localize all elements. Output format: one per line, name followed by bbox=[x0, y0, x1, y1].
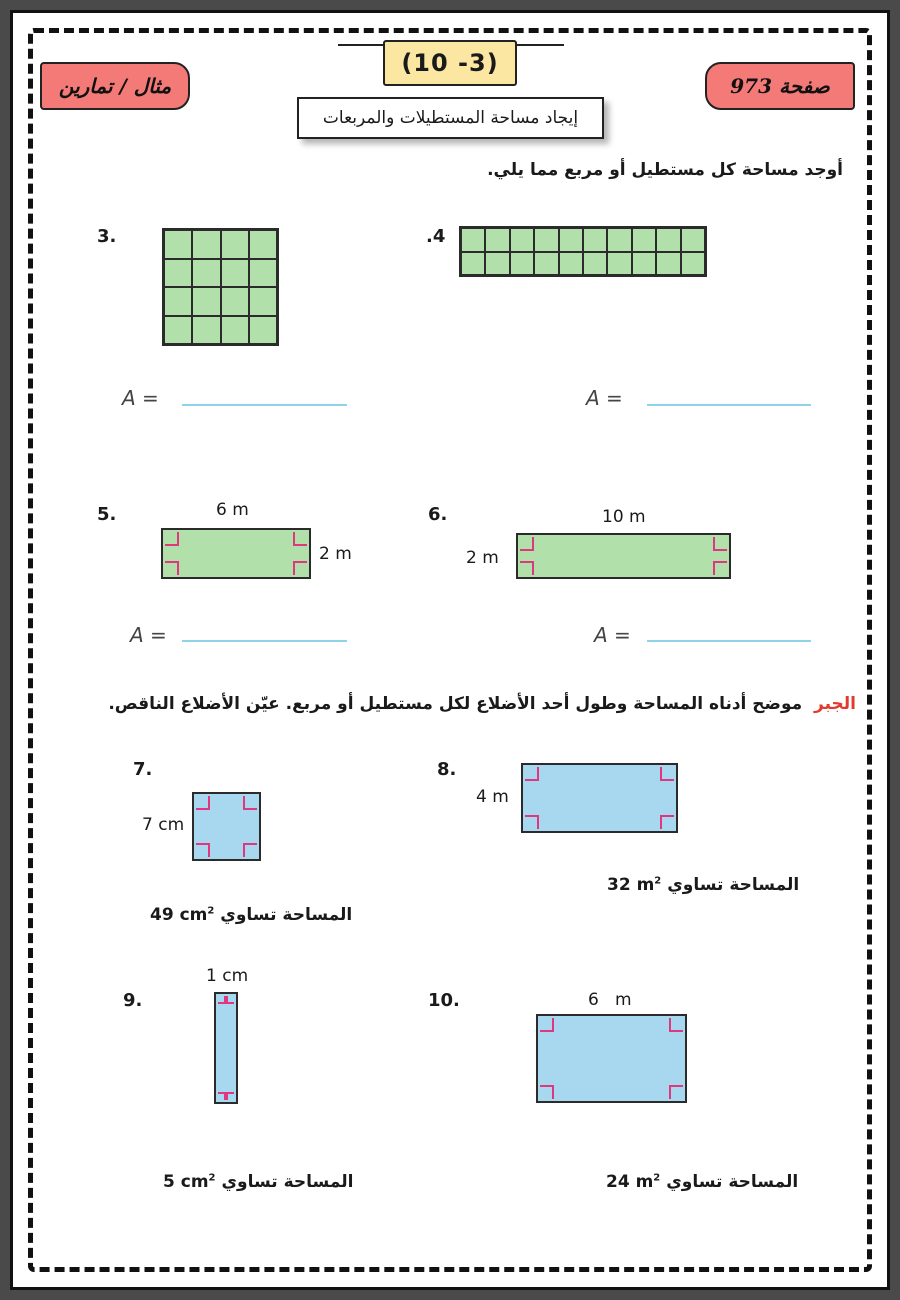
right-angle-mark bbox=[165, 561, 179, 575]
right-angle-mark bbox=[669, 1018, 683, 1032]
grid-cell bbox=[510, 228, 534, 252]
right-angle-mark bbox=[520, 561, 534, 575]
grid-cell bbox=[681, 252, 705, 276]
example-exercises-tag-text: مثال / تمارين bbox=[58, 74, 172, 98]
grid-cell bbox=[656, 228, 680, 252]
right-angle-mark bbox=[243, 843, 257, 857]
problem-8-area bbox=[607, 875, 799, 895]
problem-5-answer-line[interactable] bbox=[182, 640, 347, 642]
right-angle-mark bbox=[218, 1092, 226, 1100]
right-angle-mark bbox=[540, 1018, 554, 1032]
problem-3-number: 3. bbox=[97, 226, 117, 247]
problem-6-number: 6. bbox=[428, 504, 448, 525]
problem-6-answer-line[interactable] bbox=[647, 640, 811, 642]
grid-cell bbox=[249, 230, 277, 259]
problem-5-area-label: A = bbox=[130, 623, 167, 647]
lesson-title-text: إيجاد مساحة المستطيلات والمربعات bbox=[322, 108, 579, 128]
grid-cell bbox=[656, 252, 680, 276]
problem-6-rectangle bbox=[516, 533, 731, 579]
grid-cell bbox=[583, 228, 607, 252]
area-prefix: المساحة تساوي bbox=[666, 1172, 799, 1192]
algebra-label: الجبر bbox=[814, 694, 856, 714]
grid-cell bbox=[534, 252, 558, 276]
page-number-tag bbox=[705, 62, 855, 110]
grid-cell bbox=[192, 287, 220, 316]
grid-cell bbox=[607, 252, 631, 276]
grid-cell bbox=[485, 252, 509, 276]
grid-cell bbox=[192, 230, 220, 259]
right-angle-mark bbox=[713, 537, 727, 551]
problem-10-rectangle bbox=[536, 1014, 687, 1103]
problem-9-area bbox=[163, 1172, 353, 1192]
problem-8-area-value: 32 m bbox=[607, 875, 655, 895]
problem-5-rectangle bbox=[161, 528, 311, 579]
right-angle-mark bbox=[540, 1085, 554, 1099]
problem-7-number: 7. bbox=[133, 759, 153, 780]
problem-7-area bbox=[150, 905, 352, 925]
grid-cell bbox=[510, 252, 534, 276]
grid-cell bbox=[607, 228, 631, 252]
problem-5-length: 6 m bbox=[216, 500, 249, 520]
page-number-tag-text: صفحة 973 bbox=[730, 74, 830, 98]
problem-6-width: 2 m bbox=[466, 548, 499, 568]
right-angle-mark bbox=[196, 843, 210, 857]
grid-cell bbox=[221, 316, 249, 345]
right-angle-mark bbox=[713, 561, 727, 575]
grid-cell bbox=[632, 228, 656, 252]
area-exponent: 2 bbox=[207, 905, 215, 917]
grid-cell bbox=[249, 287, 277, 316]
grid-cell bbox=[249, 316, 277, 345]
right-angle-mark bbox=[293, 532, 307, 546]
right-angle-mark bbox=[243, 796, 257, 810]
right-angle-mark bbox=[520, 537, 534, 551]
lesson-number bbox=[383, 40, 517, 86]
grid-cell bbox=[461, 228, 485, 252]
problem-3-answer-line[interactable] bbox=[182, 404, 347, 406]
grid-cell bbox=[221, 230, 249, 259]
grid-cell bbox=[485, 228, 509, 252]
right-angle-mark bbox=[293, 561, 307, 575]
right-angle-mark bbox=[196, 796, 210, 810]
right-angle-mark bbox=[218, 996, 226, 1004]
problem-10-area-value: 24 m bbox=[606, 1172, 654, 1192]
problem-9-side: 1 cm bbox=[206, 966, 249, 986]
problem-7-side: 7 cm bbox=[142, 815, 185, 835]
right-angle-mark bbox=[525, 767, 539, 781]
grid-cell bbox=[249, 259, 277, 288]
problem-9-area-value: 5 cm bbox=[163, 1172, 209, 1192]
problem-6-area-label: A = bbox=[594, 623, 631, 647]
grid-cell bbox=[461, 252, 485, 276]
problem-8-side: 4 m bbox=[476, 787, 509, 807]
grid-cell bbox=[221, 259, 249, 288]
problem-3-grid bbox=[162, 228, 279, 346]
problem-4-number: .4 bbox=[426, 226, 446, 247]
dashed-border bbox=[28, 28, 872, 1272]
problem-7-area-value: 49 cm bbox=[150, 905, 208, 925]
grid-cell bbox=[681, 228, 705, 252]
grid-cell bbox=[164, 316, 192, 345]
area-prefix: المساحة تساوي bbox=[221, 1172, 354, 1192]
area-prefix: المساحة تساوي bbox=[667, 875, 800, 895]
problem-9-rectangle bbox=[214, 992, 238, 1104]
grid-cell bbox=[534, 228, 558, 252]
section2-instruction bbox=[108, 694, 856, 714]
grid-cell bbox=[559, 228, 583, 252]
grid-cell bbox=[164, 287, 192, 316]
problem-8-number: 8. bbox=[437, 759, 457, 780]
problem-10-area bbox=[606, 1172, 798, 1192]
right-angle-mark bbox=[669, 1085, 683, 1099]
grid-cell bbox=[164, 230, 192, 259]
right-angle-mark bbox=[660, 767, 674, 781]
lesson-number-text: (10 -3) bbox=[401, 49, 499, 77]
problem-4-answer-line[interactable] bbox=[647, 404, 811, 406]
area-exponent: 2 bbox=[653, 1172, 661, 1184]
lesson-title bbox=[297, 97, 604, 139]
grid-cell bbox=[559, 252, 583, 276]
grid-cell bbox=[192, 259, 220, 288]
right-angle-mark bbox=[165, 532, 179, 546]
problem-5-number: 5. bbox=[97, 504, 117, 525]
problem-9-number: 9. bbox=[123, 990, 143, 1011]
area-prefix: المساحة تساوي bbox=[220, 905, 353, 925]
grid-cell bbox=[221, 287, 249, 316]
problem-8-rectangle bbox=[521, 763, 678, 833]
problem-10-number: 10. bbox=[428, 990, 460, 1011]
problem-3-area-label: A = bbox=[122, 386, 159, 410]
right-angle-mark bbox=[226, 996, 234, 1004]
right-angle-mark bbox=[226, 1092, 234, 1100]
right-angle-mark bbox=[660, 815, 674, 829]
grid-cell bbox=[632, 252, 656, 276]
example-exercises-tag bbox=[40, 62, 190, 110]
grid-cell bbox=[583, 252, 607, 276]
grid-cell bbox=[192, 316, 220, 345]
area-exponent: 2 bbox=[208, 1172, 216, 1184]
problem-5-width: 2 m bbox=[319, 544, 352, 564]
problem-7-square bbox=[192, 792, 261, 861]
area-exponent: 2 bbox=[654, 875, 662, 887]
problem-4-grid bbox=[459, 226, 707, 277]
problem-6-length: 10 m bbox=[602, 507, 646, 527]
section2-instruction-text: موضح أدناه المساحة وطول أحد الأضلاع لكل مستطيل أو مربع. عيّن الأضلاع الناقص. bbox=[108, 694, 803, 714]
grid-cell bbox=[164, 259, 192, 288]
problem-10-side: 6 m bbox=[588, 990, 632, 1010]
section1-instruction: أوجد مساحة كل مستطيل أو مربع مما يلي. bbox=[487, 160, 843, 180]
problem-4-area-label: A = bbox=[586, 386, 623, 410]
right-angle-mark bbox=[525, 815, 539, 829]
